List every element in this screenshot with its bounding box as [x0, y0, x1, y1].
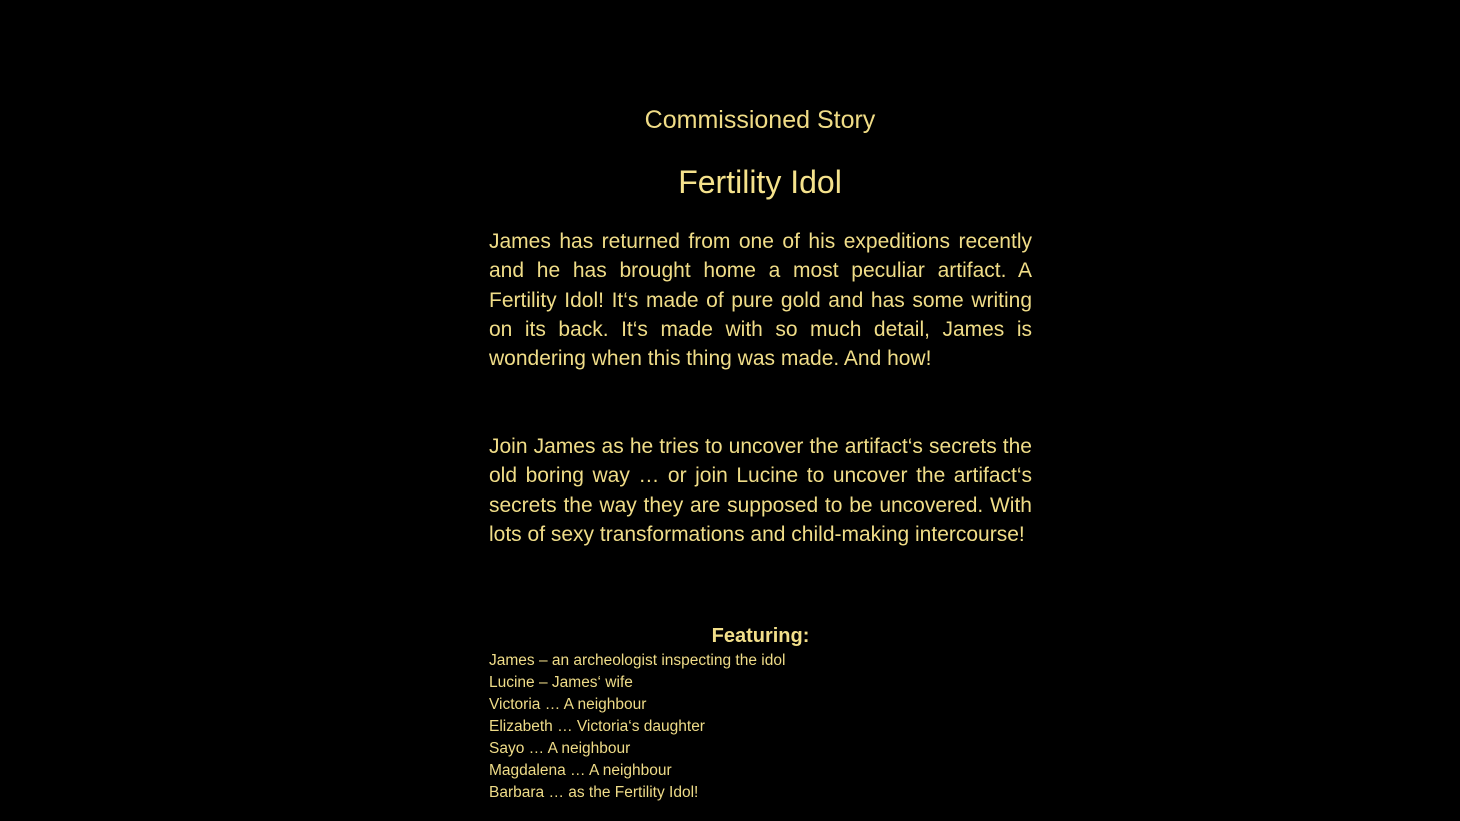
cast-item-james: James – an archeologist inspecting the idol [489, 652, 786, 669]
cast-item-lucine: Lucine – James‘ wife [489, 674, 633, 691]
story-title: Fertility Idol [678, 164, 842, 200]
cast-item-barbara: Barbara … as the Fertility Idol! [489, 784, 699, 801]
cast-item-magdalena: Magdalena … A neighbour [489, 762, 672, 779]
featuring-heading: Featuring: [711, 625, 810, 647]
cast-item-elizabeth: Elizabeth … Victoria‘s daughter [489, 718, 705, 735]
cast-item-sayo: Sayo … A neighbour [489, 740, 631, 757]
synopsis-paragraph-1: James has returned from one of his expeditions recently and he has brought home a most peculiar artifact. A Fertility Idol! It‘s made of pure gold and has some writing on its back. It‘s made with so much detail, James is wondering when this thing was made. And how! [489, 230, 1032, 371]
cast-list [489, 650, 785, 804]
synopsis-paragraph-2: Join James as he tries to uncover the artifact‘s secrets the old boring way … or join Lucine to uncover the artifact‘s secrets the way they are supposed to be uncovered. With lots of sexy transformations and child-making intercourse! [489, 435, 1032, 546]
cast-item-victoria: Victoria … A neighbour [489, 696, 647, 713]
story-type-label: Commissioned Story [644, 106, 876, 134]
